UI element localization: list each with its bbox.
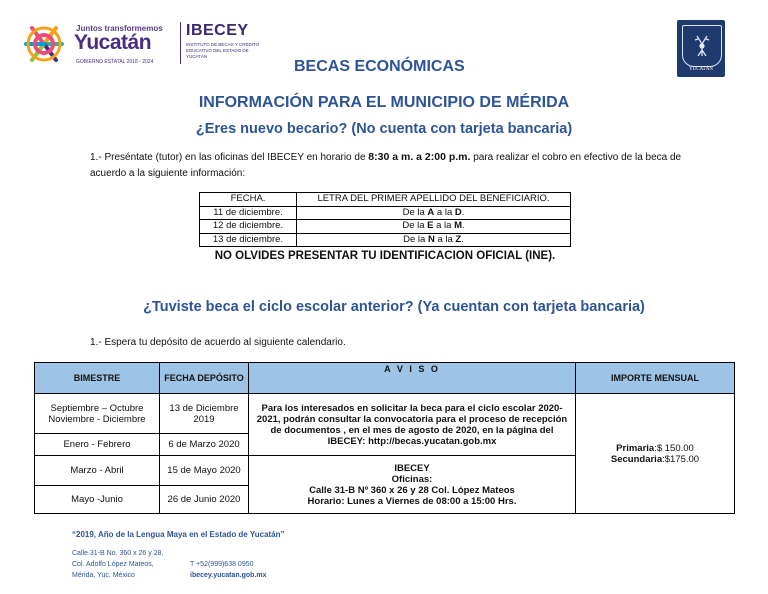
aviso-oficinas: Oficinas:	[391, 473, 433, 485]
footer-address-line: Mérida, Yuc. México	[72, 572, 135, 579]
header-fecha-deposito: FECHA DEPÓSITO	[160, 363, 249, 394]
footer-motto: “2019, Año de la Lengua Maya en el Estado de Yucatán”	[72, 530, 285, 539]
yucatan-gov-text: GOBIERNO ESTATAL 2018 - 2024	[76, 59, 154, 65]
instructions-text-a: 1.- Preséntate (tutor) en las oficinas del IBECEY en horario de	[90, 152, 369, 163]
cell-bimestre: Septiembre – Octubre Noviembre - Diciembre	[35, 394, 160, 434]
footer-address	[72, 548, 192, 581]
municipality-title: INFORMACIÓN PARA EL MUNICIPIO DE MÉRIDA	[198, 94, 570, 111]
cell-aviso-convocatoria: Para los interesados en solicitar la beca para el ciclo escolar 2020-2021, podrán consultar la convocatoria para el proceso de recepción de documentos , en el mes de agosto de 2020, en la página del IBECEY: http://becas.yucatan.gob.mx	[249, 394, 576, 456]
table-row	[200, 233, 571, 247]
seal-shield-icon	[682, 25, 722, 67]
cell-importe	[576, 394, 735, 514]
section2-instructions: 1.- Espera tu depósito de acuerdo al siguiente calendario.	[90, 337, 346, 348]
secundaria-label: Secundaria	[610, 453, 663, 465]
ibecey-name: IBECEY	[186, 22, 249, 39]
header-bimestre: BIMESTRE	[35, 363, 160, 394]
footer-address-line: Calle 31-B No. 360 x 26 y 28,	[72, 550, 164, 557]
yucatan-seal	[677, 20, 725, 77]
ibecey-subtitle: INSTITUTO DE BECAS Y CRÉDITO EDUCATIVO DEL ESTADO DE YUCATÁN	[186, 42, 260, 59]
id-reminder: NO OLVIDES PRESENTAR TU IDENTIFICACION OFICIAL (INE).	[214, 250, 556, 262]
header-importe: IMPORTE MENSUAL	[576, 363, 735, 394]
cell-bimestre: Enero - Febrero	[35, 434, 160, 456]
footer-website[interactable]: ibecey.yucatan.gob.mx	[190, 572, 267, 579]
row-date: 13 de diciembre.	[200, 233, 297, 247]
row-letters: De la E a la M.	[297, 220, 571, 234]
header-fecha: FECHA.	[200, 193, 297, 207]
cell-fecha: 6 de Marzo 2020	[160, 434, 249, 456]
deer-icon	[683, 26, 721, 64]
pickup-schedule-table	[199, 192, 571, 247]
cell-fecha: 13 de Diciembre 2019	[160, 394, 249, 434]
yucatan-tagline: Juntos transformemos	[76, 24, 163, 33]
row-letters: De la N a la Z.	[297, 233, 571, 247]
logo-divider	[180, 22, 181, 64]
row-date: 11 de diciembre.	[200, 206, 297, 220]
yucatan-flower-icon	[22, 22, 66, 66]
deposit-calendar-table	[34, 362, 735, 514]
table-header-row	[35, 363, 735, 394]
table-row	[200, 220, 571, 234]
instructions-hours: 8:30 a m. a 2:00 p.m.	[368, 151, 471, 163]
section1-heading: ¿Eres nuevo becario? (No cuenta con tarjeta bancaria)	[195, 121, 573, 137]
cell-aviso-oficinas	[249, 456, 576, 514]
section2-heading: ¿Tuviste beca el ciclo escolar anterior? (Ya cuentan con tarjeta bancaria)	[143, 299, 645, 315]
cell-bimestre: Marzo - Abril	[35, 456, 160, 486]
footer-address-line: Col. Adolfo López Mateos,	[72, 561, 154, 568]
header-aviso: A V I S O	[249, 363, 576, 394]
row-letters: De la A a la D.	[297, 206, 571, 220]
table-row	[35, 394, 735, 434]
seal-label: YUCATÁN	[689, 67, 713, 72]
footer-contact	[190, 559, 310, 581]
cell-bimestre: Mayo -Junio	[35, 486, 160, 514]
section1-instructions	[90, 149, 700, 182]
aviso-hours: Horario: Lunes a Viernes de 08:00 a 15:00 Hrs.	[307, 495, 517, 507]
cell-fecha: 15 de Mayo 2020	[160, 456, 249, 486]
ibecey-logo	[186, 22, 266, 66]
secundaria-value: :$175.00	[662, 453, 700, 465]
yucatan-name: Yucatán	[74, 31, 152, 54]
yucatan-logo	[22, 20, 178, 70]
primaria-label: Primaria	[616, 442, 655, 454]
table-row	[200, 206, 571, 220]
row-date: 12 de diciembre.	[200, 220, 297, 234]
instructions-text-b: para realizar el cobro en efectivo de la beca de acuerdo a la siguiente información:	[90, 152, 682, 179]
header-letra: LETRA DEL PRIMER APELLIDO DEL BENEFICIARIO.	[297, 193, 571, 207]
aviso-address: Calle 31-B Nº 360 x 26 y 28 Col. López Mateos	[309, 484, 515, 496]
aviso-ibecey: IBECEY	[394, 462, 430, 474]
page-title: BECAS ECONÓMICAS	[294, 58, 465, 75]
primaria-value: :$ 150.00	[654, 442, 694, 454]
table-header-row	[200, 193, 571, 207]
cell-fecha: 26 de Junio 2020	[160, 486, 249, 514]
footer-phone: T +52(999)638 0950	[190, 561, 254, 568]
